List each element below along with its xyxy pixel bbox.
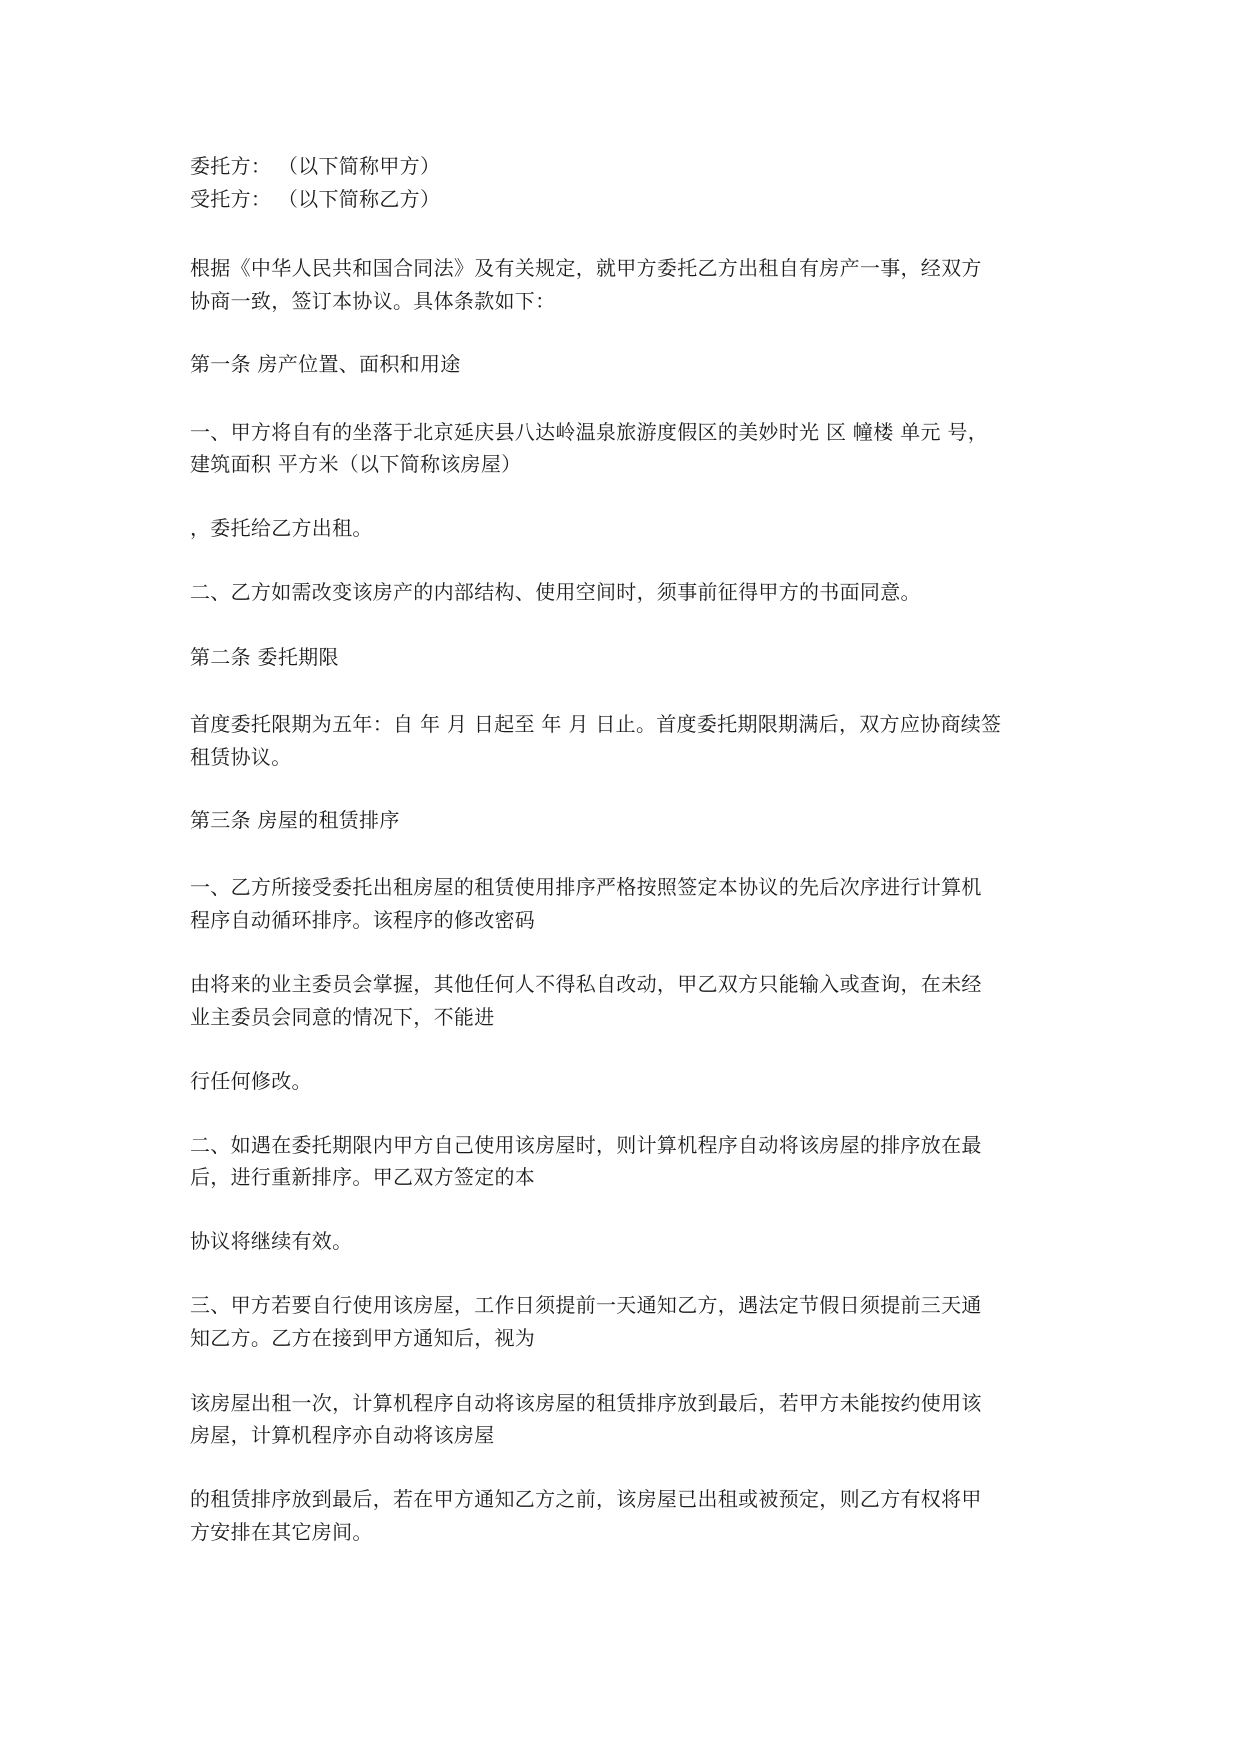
text-line: 协商一致，签订本协议。具体条款如下： bbox=[190, 289, 556, 313]
text-line: 一、甲方将自有的坐落于北京延庆县八达岭温泉旅游度假区的美妙时光 区 幢楼 单元 号， bbox=[190, 420, 989, 444]
text-line: 建筑面积 平方米（以下简称该房屋） bbox=[190, 452, 522, 476]
text-line: 受托方： （以下简称乙方） bbox=[190, 187, 441, 211]
text-line: 根据《中华人民共和国合同法》及有关规定，就甲方委托乙方出租自有房产一事，经双方 bbox=[190, 256, 982, 280]
text-line: 三、甲方若要自行使用该房屋，工作日须提前一天通知乙方，遇法定节假日须提前三天通 bbox=[190, 1293, 982, 1317]
text-line: 方安排在其它房间。 bbox=[190, 1520, 373, 1544]
text-line: 协议将继续有效。 bbox=[190, 1229, 353, 1253]
text-line: 房屋，计算机程序亦自动将该房屋 bbox=[190, 1423, 495, 1447]
text-line: 业主委员会同意的情况下，不能进 bbox=[190, 1005, 495, 1029]
section-heading: 第三条 房屋的租赁排序 bbox=[190, 808, 400, 832]
section-heading: 第二条 委托期限 bbox=[190, 645, 339, 669]
section-heading: 第一条 房产位置、面积和用途 bbox=[190, 352, 461, 376]
text-line: 知乙方。乙方在接到甲方通知后，视为 bbox=[190, 1326, 536, 1350]
text-line: 二、如遇在委托期限内甲方自己使用该房屋时，则计算机程序自动将该房屋的排序放在最 bbox=[190, 1133, 982, 1157]
text-line: 一、乙方所接受委托出租房屋的租赁使用排序严格按照签定本协议的先后次序进行计算机 bbox=[190, 875, 982, 899]
text-line: ，委托给乙方出租。 bbox=[190, 516, 373, 540]
text-line: 二、乙方如需改变该房产的内部结构、使用空间时，须事前征得甲方的书面同意。 bbox=[190, 580, 921, 604]
text-line: 首度委托限期为五年：自 年 月 日起至 年 月 日止。首度委托期限期满后，双方应协商续签 bbox=[190, 712, 1002, 736]
text-line: 由将来的业主委员会掌握，其他任何人不得私自改动，甲乙双方只能输入或查询，在未经 bbox=[190, 972, 982, 996]
text-line: 程序自动循环排序。该程序的修改密码 bbox=[190, 908, 536, 932]
text-line: 该房屋出租一次，计算机程序自动将该房屋的租赁排序放到最后，若甲方未能按约使用该 bbox=[190, 1391, 982, 1415]
text-line: 后，进行重新排序。甲乙双方签定的本 bbox=[190, 1165, 536, 1189]
text-line: 租赁协议。 bbox=[190, 745, 292, 769]
text-line: 行任何修改。 bbox=[190, 1069, 312, 1093]
text-line: 的租赁排序放到最后，若在甲方通知乙方之前，该房屋已出租或被预定，则乙方有权将甲 bbox=[190, 1487, 982, 1511]
text-line: 委托方： （以下简称甲方） bbox=[190, 154, 441, 178]
